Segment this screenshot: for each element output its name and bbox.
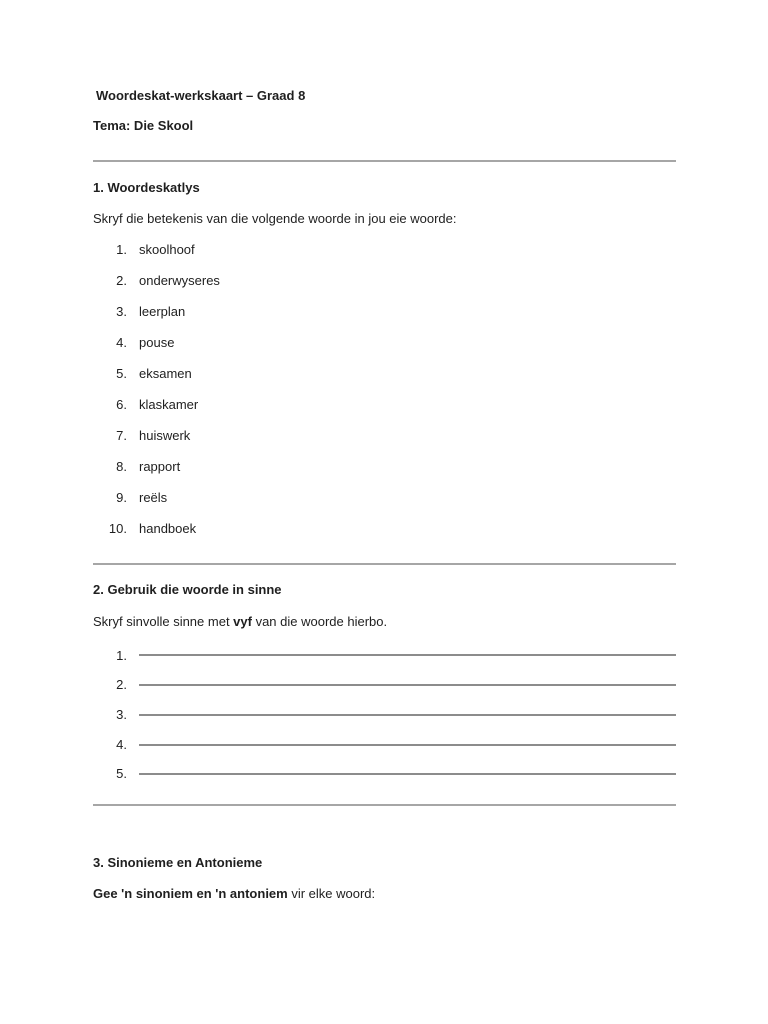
vocab-word: reëls [139,490,168,505]
worksheet-theme: Tema: Die Skool [93,118,194,133]
list-number: 1. [116,242,127,257]
writing-line[interactable] [139,714,676,716]
section3-heading: 3. Sinonieme en Antonieme [93,855,263,870]
vocab-word: pouse [139,335,175,350]
list-number: 3. [116,304,127,319]
writing-line[interactable] [139,684,676,686]
list-number: 8. [116,459,127,474]
divider [93,563,676,565]
instruction-text: van die woorde hierbo. [251,614,388,629]
vocab-word: skoolhoof [139,242,195,257]
section1-instruction: Skryf die betekenis van die volgende woorde in jou eie woorde: [93,211,457,226]
line-number: 1. [116,648,127,663]
list-number: 4. [116,335,127,350]
writing-line[interactable] [139,654,676,656]
vocab-word: klaskamer [139,397,199,412]
section2-instruction [93,614,387,630]
divider [93,804,676,806]
line-number: 3. [116,707,127,722]
list-number: 7. [116,428,127,443]
line-number: 2. [116,677,127,692]
instruction-emphasis: vyf [233,614,252,629]
section1-heading: 1. Woordeskatlys [93,180,200,195]
list-number: 9. [116,490,127,505]
instruction-text: vir elke woord: [287,886,376,901]
vocab-word: handboek [139,521,197,536]
list-number: 10. [108,521,127,536]
worksheet-title: Woordeskat-werkskaart – Graad 8 [96,88,306,103]
vocab-word: rapport [139,459,181,474]
vocab-word: eksamen [139,366,192,381]
writing-line[interactable] [139,773,676,775]
vocab-word: huiswerk [139,428,191,443]
divider [93,160,676,162]
list-number: 5. [116,366,127,381]
vocab-word: onderwyseres [139,273,220,288]
line-number: 4. [116,737,127,752]
vocab-word: leerplan [139,304,186,319]
line-number: 5. [116,766,127,781]
instruction-text: Skryf sinvolle sinne met [93,614,234,629]
instruction-emphasis: Gee 'n sinoniem en 'n antoniem [93,886,288,901]
section2-heading: 2. Gebruik die woorde in sinne [93,582,282,597]
list-number: 2. [116,273,127,288]
list-number: 6. [116,397,127,412]
writing-line[interactable] [139,744,676,746]
section3-instruction [93,886,375,902]
